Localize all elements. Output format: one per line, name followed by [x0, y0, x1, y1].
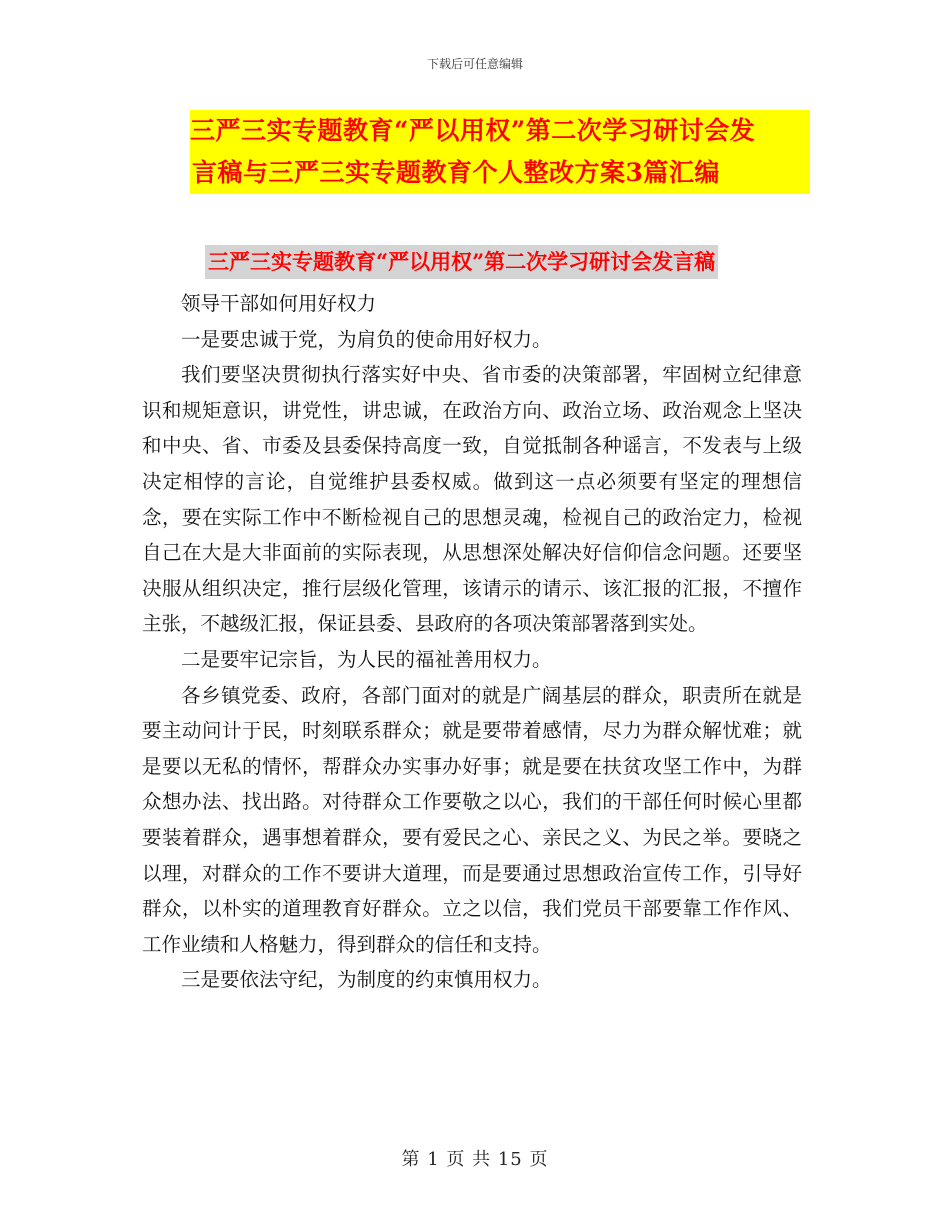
paragraph: 二是要牢记宗旨，为人民的福祉善用权力。 [181, 647, 552, 671]
paragraph: 领导干部如何用好权力 [181, 292, 377, 315]
main-title-line-2: 言稿与三严三实专题教育个人整改方案3篇汇编 [190, 152, 810, 194]
body-text [142, 286, 802, 998]
section-subtitle: 三严三实专题教育“严以用权”第二次学习研讨会发言稿 [205, 245, 718, 279]
paragraph: 我们要坚决贯彻执行落实好中央、省市委的决策部署，牢固树立纪律意识和规矩意识，讲党性，讲忠诚，在政治方向、政治立场、政治观念上坚决和中央、省、市委及县委保持高度一致，自觉抵制各种谣言，不发表与上级决定相悖的言论，自觉维护县委权威。做到这一点必须要有坚定的理想信念，要在实际工作中不断检视自己的思想灵魂，检视自己的政治定力，检视自己在大是大非面前的实际表现，从思想深处解决好信仰信念问题。还要坚决服从组织决定，推行层级化管理，该请示的请示、该汇报的汇报，不擅作主张，不越级汇报，保证县委、县政府的各项决策部署落到实处。 [142, 363, 802, 636]
paragraph: 各乡镇党委、政府，各部门面对的就是广阔基层的群众，职责所在就是要主动问计于民，时刻联系群众；就是要带着感情，尽力为群众解忧难；就是要以无私的情怀，帮群众办实事办好事；就是要在扶贫攻坚工作中，为群众想办法、找出路。对待群众工作要敬之以心，我们的干部任何时候心里都要装着群众，遇事想着群众，要有爱民之心、亲民之义、为民之举。要晓之以理，对群众的工作不要讲大道理，而是要通过思想政治宣传工作，引导好群众，以朴实的道理教育好群众。立之以信，我们党员干部要靠工作作风、工作业绩和人格魅力，得到群众的信任和支持。 [142, 683, 802, 956]
main-title-line-1: 三严三实专题教育“严以用权”第二次学习研讨会发 [190, 110, 810, 152]
main-title [190, 110, 810, 194]
header-note: 下载后可任意编辑 [426, 57, 523, 71]
paragraph: 一是要忠诚于党，为肩负的使命用好权力。 [181, 327, 552, 351]
page-footer: 第 1 页 共 15 页 [401, 1149, 549, 1170]
paragraph: 三是要依法守纪，为制度的约束慎用权力。 [181, 968, 552, 992]
